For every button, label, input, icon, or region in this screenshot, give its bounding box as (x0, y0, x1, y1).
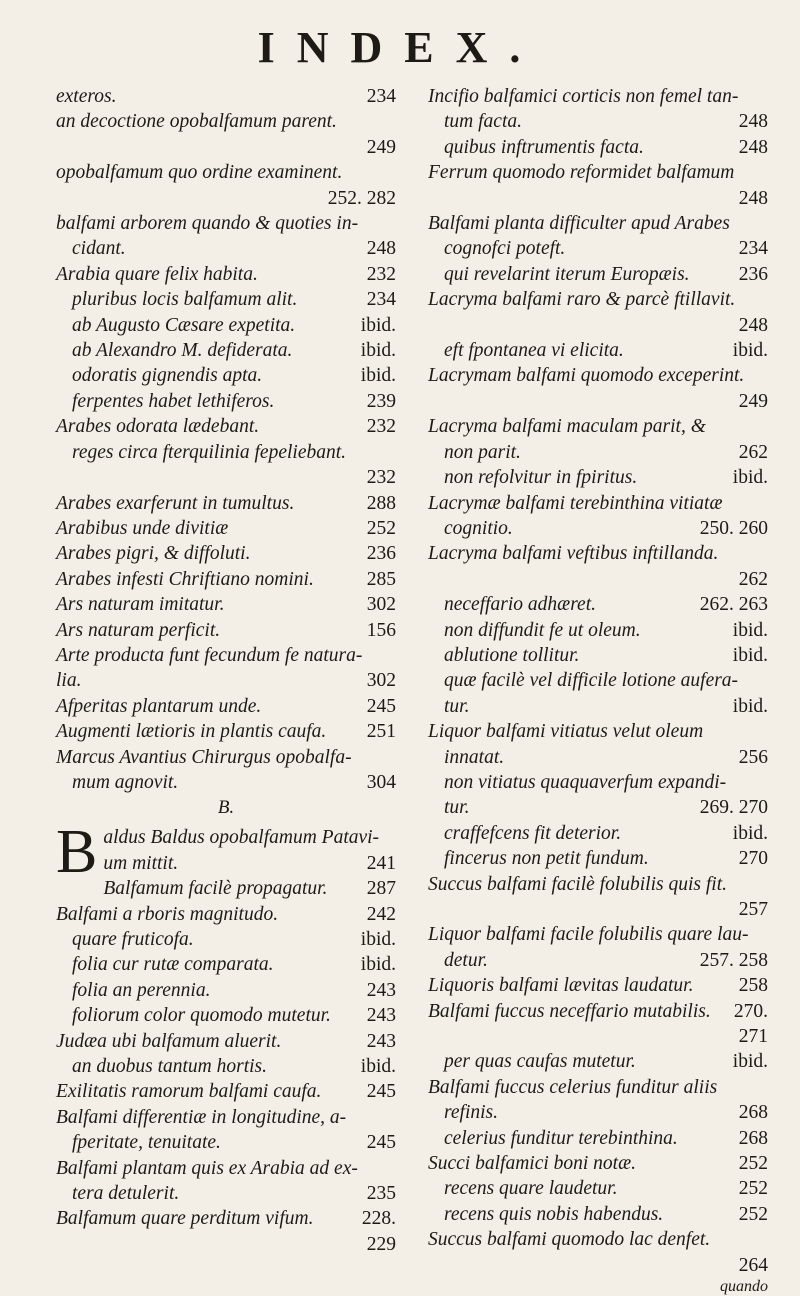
entry-term: Balfami fuccus neceffario mutabilis. (428, 1000, 711, 1022)
index-entry (56, 516, 396, 541)
entry-term: Succus balfami facilè folubilis quis fit. (428, 873, 727, 895)
entry-page-ref: 288 (366, 492, 396, 514)
entry-page-ref: 250. 260 (699, 517, 768, 539)
index-entry (56, 668, 396, 693)
entry-page-ref: 245 (366, 1081, 396, 1103)
entry-term: Lacryma balfami veftibus inftillanda. (428, 543, 719, 565)
index-entry: 252. 282 (327, 187, 396, 209)
entry-page-ref: 236 (366, 543, 396, 565)
entry-term: Balfamum facilè propagatur. (103, 878, 328, 900)
index-entry (428, 414, 768, 439)
entry-term: lia. (56, 670, 82, 692)
index-entry (56, 745, 396, 770)
entry-term: tum facta. (444, 111, 522, 133)
left-column (56, 84, 396, 1257)
index-entry (56, 338, 396, 363)
index-entry: 249 (366, 136, 396, 158)
index-entry (56, 160, 396, 185)
index-entry (428, 1151, 768, 1176)
entry-term: folia cur rutæ comparata. (72, 954, 274, 976)
index-entry (428, 1227, 768, 1252)
entry-term: Lacrymam balfami quomodo exceperint. (428, 365, 745, 387)
entry-term: cognofci poteft. (444, 238, 566, 260)
index-entry (428, 541, 768, 566)
index-entry (56, 1206, 396, 1231)
entry-term: Balfami differentiæ in longitudine, a- (56, 1106, 347, 1128)
index-entry (428, 846, 768, 871)
index-entry (56, 363, 396, 388)
entry-term: Succi balfamici boni notæ. (428, 1153, 636, 1175)
entry-term: Arabes odorata lædebant. (56, 416, 260, 438)
entry-term: foliorum color quomodo mutetur. (72, 1005, 331, 1027)
index-entry (428, 948, 768, 973)
entry-term: an decoctione opobalfamum parent. (56, 111, 337, 133)
entry-term: Lacryma balfami raro & parcè ftillavit. (428, 289, 736, 311)
index-entry (56, 927, 396, 952)
left-entries-b (56, 818, 396, 1257)
index-entry: 229 (366, 1233, 396, 1255)
entry-term: Augmenti lætioris in plantis caufa. (56, 721, 327, 743)
index-entry (428, 84, 768, 109)
entry-term: um mittit. (103, 852, 179, 874)
index-entry (56, 491, 396, 516)
right-entries (428, 84, 768, 1278)
entry-term: Incifio balfamici corticis non femel tan- (428, 86, 739, 107)
section-letter-b: B. (217, 797, 235, 819)
index-entry (103, 825, 396, 850)
entry-term: quæ facilè vel difficile lotione aufera- (444, 670, 739, 692)
entry-page-ref: 242 (366, 903, 396, 925)
index-entry (428, 491, 768, 516)
entry-term: fperitate, tenuitate. (72, 1132, 221, 1154)
index-entry (428, 465, 768, 490)
index-entry (428, 668, 768, 693)
index-entry (56, 618, 396, 643)
entry-term: reges circa fterquilinia fepeliebant. (72, 441, 347, 463)
entry-page-ref: 245 (366, 1132, 396, 1154)
index-entry (428, 262, 768, 287)
index-entry (428, 160, 768, 185)
entry-term: Ars naturam imitatur. (56, 594, 225, 616)
entry-term: tur. (444, 695, 470, 717)
entry-term: balfami arborem quando & quoties in- (56, 213, 359, 235)
entry-page-ref: ibid. (732, 644, 768, 666)
entry-page-ref: 268 (738, 1102, 768, 1124)
entry-page-ref: 270. (733, 1000, 768, 1022)
index-entry (56, 1181, 396, 1206)
entry-term: Balfamum quare perditum vifum. (56, 1208, 314, 1230)
index-entry (428, 287, 768, 312)
entry-page-ref: 234 (366, 86, 396, 107)
entry-term: detur. (444, 949, 488, 971)
entry-term: per quas caufas mutetur. (444, 1051, 636, 1073)
entry-term: aldus Baldus opobalfamum Patavi- (103, 827, 380, 849)
entry-page-ref: 243 (366, 1030, 396, 1052)
index-entry (56, 770, 396, 795)
index-entry (428, 338, 768, 363)
index-entry: 248 (738, 314, 768, 336)
entry-term: Arabibus unde divitiæ (56, 517, 229, 539)
entry-term: non parit. (444, 441, 521, 463)
entry-term: Ars naturam perficit. (56, 619, 221, 641)
entry-page-ref: 256 (738, 746, 768, 768)
entry-page-ref: 248 (738, 136, 768, 158)
index-entry (428, 1075, 768, 1100)
entry-page-ref: ibid. (360, 340, 396, 362)
index-entry (428, 922, 768, 947)
entry-term: recens quare laudetur. (444, 1178, 618, 1200)
index-entry: 257 (738, 899, 768, 920)
entry-page-ref: ibid. (360, 954, 396, 976)
entry-term: Judæa ubi balfamum aluerit. (56, 1030, 282, 1052)
index-entry (56, 592, 396, 617)
entry-page-ref: 268 (738, 1127, 768, 1149)
entry-page-ref: ibid. (732, 822, 768, 844)
page-header: INDEX. (257, 23, 543, 72)
index-entry (428, 363, 768, 388)
index-entry (428, 770, 768, 795)
entry-term: Succus balfami quomodo lac denfet. (428, 1229, 711, 1251)
entry-page-ref: 248 (738, 111, 768, 133)
entry-term: folia an perennia. (72, 979, 211, 1001)
entry-page-ref: 262. 263 (699, 594, 768, 616)
index-entry (428, 694, 768, 719)
entry-page-ref: 257. 258 (699, 949, 768, 971)
index-entry (428, 999, 768, 1024)
index-entry (56, 1105, 396, 1130)
entry-page-ref: 232 (366, 416, 396, 438)
entry-term: cognitio. (444, 517, 513, 539)
entry-term: mum agnovit. (72, 771, 179, 793)
index-entry (56, 84, 396, 109)
entry-term: qui revelarint iterum Europæis. (444, 263, 690, 285)
index-entry (428, 109, 768, 134)
entry-page-ref: 302 (366, 670, 396, 692)
entry-page-ref: 285 (366, 568, 396, 590)
entry-term: ablutione tollitur. (444, 644, 580, 666)
entry-term: Marcus Avantius Chirurgus opobalfa- (56, 746, 352, 768)
entry-term: fincerus non petit fundum. (444, 848, 649, 870)
index-entry (56, 902, 396, 927)
index-entry (428, 440, 768, 465)
entry-term: quare fruticofa. (72, 929, 194, 950)
entry-page-ref: ibid. (732, 619, 768, 641)
entry-term: odoratis gignendis apta. (72, 365, 263, 387)
entry-page-ref: ibid. (360, 314, 396, 336)
entry-page-ref: 236 (738, 263, 768, 285)
entry-page-ref: 258 (738, 975, 768, 997)
entry-term: neceffario adhæret. (444, 594, 597, 616)
entry-page-ref: 262 (738, 441, 768, 463)
entry-term: Ferrum quomodo reformidet balfamum (428, 162, 735, 184)
entry-term: Arte producta funt fecundum fe natura- (56, 644, 363, 666)
index-entry (428, 795, 768, 820)
entry-term: non diffundit fe ut oleum. (444, 619, 641, 641)
index-entry (428, 821, 768, 846)
entry-page-ref: 252 (738, 1153, 768, 1175)
entry-page-ref: ibid. (732, 340, 768, 362)
entry-term: Afperitas plantarum unde. (56, 695, 262, 717)
index-entry (56, 313, 396, 338)
index-entry (428, 236, 768, 261)
entry-term: celerius funditur terebinthina. (444, 1127, 678, 1149)
entry-page-ref: 235 (366, 1183, 396, 1205)
index-entry (428, 211, 768, 236)
catchword: quando (720, 1278, 768, 1296)
index-entry (56, 719, 396, 744)
entry-page-ref: 252 (738, 1203, 768, 1225)
index-entry (56, 694, 396, 719)
index-entry (428, 719, 768, 744)
entry-page-ref: 252 (738, 1178, 768, 1200)
index-entry (103, 851, 396, 876)
index-entry (428, 745, 768, 770)
index-entry (56, 541, 396, 566)
entry-term: Arabes infesti Chriftiano nomini. (56, 568, 314, 590)
right-column (428, 84, 768, 1296)
index-entry (56, 1054, 396, 1079)
entry-page-ref: ibid. (360, 365, 396, 387)
index-entry (56, 1029, 396, 1054)
index-entry: 264 (738, 1254, 768, 1276)
index-entry (56, 287, 396, 312)
entry-term: pluribus locis balfamum alit. (72, 289, 298, 311)
entry-term: craffefcens fit deterior. (444, 822, 622, 844)
entry-page-ref: 243 (366, 979, 396, 1001)
entry-term: ab Augusto Cæsare expetita. (72, 314, 296, 336)
index-entry (56, 109, 396, 134)
entry-term: ab Alexandro M. defiderata. (72, 340, 293, 362)
index-entry (428, 643, 768, 668)
entry-page-ref: 248 (366, 238, 396, 260)
entry-term: exteros. (56, 86, 117, 107)
index-entry (428, 1100, 768, 1125)
entry-page-ref: 270 (738, 848, 768, 870)
index-entry (56, 389, 396, 414)
entry-page-ref: 156 (366, 619, 396, 641)
entry-term: Lacryma balfami maculam parit, & (428, 416, 706, 438)
entry-page-ref: 269. 270 (699, 797, 768, 819)
index-entry (428, 516, 768, 541)
index-entry (428, 592, 768, 617)
index-entry (428, 1176, 768, 1201)
index-entry: 249 (738, 390, 768, 412)
entry-term: Arabia quare felix habita. (56, 263, 258, 285)
entry-term: Balfami fuccus celerius funditur aliis (428, 1076, 718, 1098)
drop-cap: B (56, 818, 98, 887)
index-entry (56, 440, 396, 465)
entry-page-ref: 239 (366, 390, 396, 412)
entry-term: Exilitatis ramorum balfami caufa. (56, 1081, 322, 1103)
dropcap-block (56, 818, 396, 1257)
index-entry (56, 211, 396, 236)
entry-term: quibus inftrumentis facta. (444, 136, 644, 158)
entry-term: recens quis nobis habendus. (444, 1203, 664, 1225)
entry-term: non refolvitur in fpiritus. (444, 467, 638, 489)
entry-page-ref: 232 (366, 263, 396, 285)
entry-term: tur. (444, 797, 470, 819)
index-entry (56, 1003, 396, 1028)
entry-page-ref: 241 (366, 852, 396, 874)
entry-page-ref: 252 (366, 517, 396, 539)
index-entry (428, 618, 768, 643)
entry-term: Lacrymæ balfami terebinthina vitiatæ (428, 492, 723, 514)
entry-term: innatat. (444, 746, 505, 768)
index-entry (428, 973, 768, 998)
entry-page-ref: 251 (366, 721, 396, 743)
index-entry: 262 (738, 568, 768, 590)
entry-term: an duobus tantum hortis. (72, 1056, 268, 1078)
entry-term: Balfami plantam quis ex Arabia ad ex- (56, 1157, 358, 1179)
index-entry (56, 567, 396, 592)
entry-page-ref: 228. (361, 1208, 396, 1230)
index-entry (56, 643, 396, 668)
entry-term: Liquor balfami facile folubilis quare lau- (428, 924, 749, 946)
entry-page-ref: 243 (366, 1005, 396, 1027)
entry-term: eft fpontanea vi elicita. (444, 340, 624, 362)
index-entry (56, 1156, 396, 1181)
entry-term: Balfami a rboris magnitudo. (56, 903, 279, 925)
entry-term: Liquoris balfami lævitas laudatur. (428, 975, 694, 997)
entry-page-ref: 302 (366, 594, 396, 616)
index-entry: 248 (738, 187, 768, 209)
entry-term: cidant. (72, 238, 126, 260)
index-entry (428, 135, 768, 160)
entry-page-ref: 234 (366, 289, 396, 311)
index-entry (428, 1126, 768, 1151)
index-entry (428, 872, 768, 897)
entry-term: tera detulerit. (72, 1183, 180, 1205)
entry-term: refinis. (444, 1102, 498, 1124)
index-entry (56, 262, 396, 287)
index-entry: 232 (366, 467, 396, 489)
entry-page-ref: 245 (366, 695, 396, 717)
index-entry (428, 1202, 768, 1227)
entry-term: opobalfamum quo ordine examinent. (56, 162, 343, 184)
entry-term: Balfami planta difficulter apud Arabes (428, 213, 730, 235)
entry-page-ref: ibid. (732, 695, 768, 717)
left-entries-a (56, 84, 396, 795)
entry-term: Liquor balfami vitiatus velut oleum (428, 721, 704, 743)
index-entry (56, 236, 396, 261)
entry-page-ref: ibid. (360, 1056, 396, 1078)
index-entry (428, 1049, 768, 1074)
entry-page-ref: ibid. (732, 1051, 768, 1073)
index-entry (56, 1130, 396, 1155)
entry-term: Arabes pigri, & diffoluti. (56, 543, 251, 565)
entry-page-ref: 287 (366, 878, 396, 900)
entry-term: ferpentes habet lethiferos. (72, 390, 275, 412)
entry-page-ref: ibid. (732, 467, 768, 489)
index-entry: 271 (738, 1026, 768, 1048)
index-entry (103, 876, 396, 901)
index-entry (56, 978, 396, 1003)
index-entry (56, 414, 396, 439)
entry-page-ref: ibid. (360, 929, 396, 950)
entry-term: Arabes exarferunt in tumultus. (56, 492, 295, 514)
entry-page-ref: 234 (738, 238, 768, 260)
entry-term: non vitiatus quaquaverfum expandi- (444, 771, 727, 793)
index-entry (56, 952, 396, 977)
entry-page-ref: 304 (366, 771, 396, 793)
index-entry (56, 1079, 396, 1104)
